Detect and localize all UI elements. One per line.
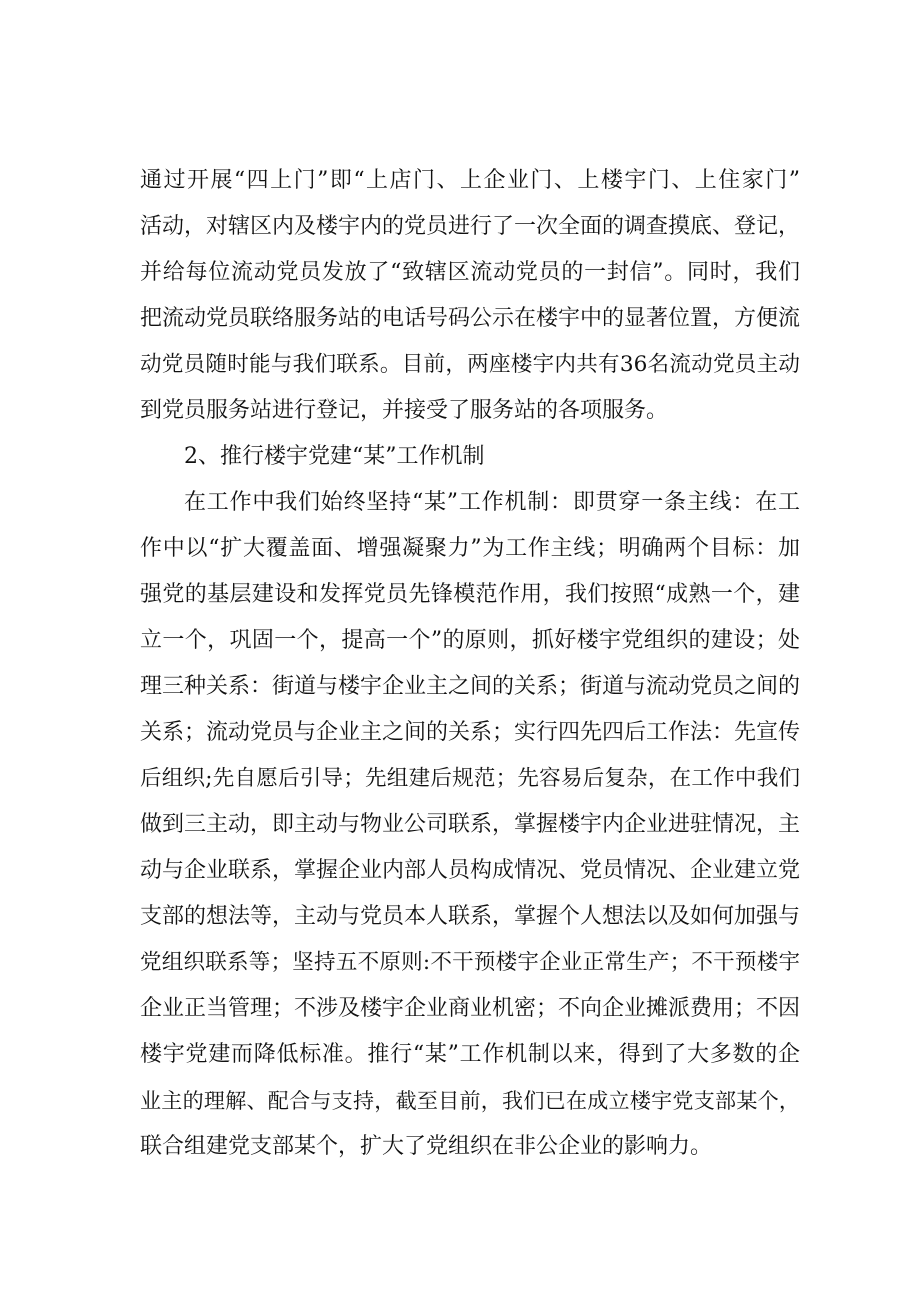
text-line: 强党的基层建设和发挥党员先锋模范作用，我们按照“成熟一个，建 xyxy=(140,582,800,607)
text-line: 理三种关系：街道与楼宇企业主之间的关系；街道与流动党员之间的 xyxy=(140,674,801,699)
text-line: 业主的理解、配合与支持，截至目前，我们已在成立楼宇党支部某个， xyxy=(140,1088,800,1113)
text-line: 立一个，巩固一个，提高一个”的原则，抓好楼宇党组织的建设；处 xyxy=(140,628,800,653)
text-line: 通过开展“四上门”即“上店门、上企业门、上楼宇门、上住家门” xyxy=(140,168,800,193)
paragraph-outreach xyxy=(140,158,800,434)
text-line: 党组织联系等；坚持五不原则:不干预楼宇企业正常生产；不干预楼宇 xyxy=(140,950,800,975)
text-line: 把流动党员联络服务站的电话号码公示在楼宇中的显著位置，方便流 xyxy=(140,306,801,331)
text-line: 活动，对辖区内及楼宇内的党员进行了一次全面的调查摸底、登记， xyxy=(140,214,801,239)
text-line: 并给每位流动党员发放了“致辖区流动党员的一封信”。同时，我们 xyxy=(140,260,800,285)
text-line: 作中以“扩大覆盖面、增强凝聚力”为工作主线；明确两个目标：加 xyxy=(140,536,800,561)
text-line: 动党员随时能与我们联系。目前，两座楼宇内共有36名流动党员主动 xyxy=(140,352,800,377)
text-line: 支部的想法等，主动与党员本人联系，掌握个人想法以及如何加强与 xyxy=(140,904,801,929)
section-heading xyxy=(140,434,800,480)
text-line: 在工作中我们始终坚持“某”工作机制：即贯穿一条主线：在工 xyxy=(184,490,800,515)
document-body xyxy=(140,158,800,1170)
text-line: 动与企业联系，掌握企业内部人员构成情况、党员情况、企业建立党 xyxy=(140,858,801,883)
text-line: 企业正当管理；不涉及楼宇企业商业机密；不向企业摊派费用；不因 xyxy=(140,996,801,1021)
text-line: 后组织;先自愿后引导；先组建后规范；先容易后复杂，在工作中我们 xyxy=(140,766,800,791)
paragraph-mechanism xyxy=(140,480,800,1170)
text-line: 联合组建党支部某个，扩大了党组织在非公企业的影响力。 xyxy=(140,1134,713,1159)
heading-text: 2、推行楼宇党建“某”工作机制 xyxy=(184,444,485,469)
text-line: 楼宇党建而降低标准。推行“某”工作机制以来，得到了大多数的企 xyxy=(140,1042,800,1067)
text-line: 关系；流动党员与企业主之间的关系；实行四先四后工作法：先宣传 xyxy=(140,720,801,745)
text-line: 做到三主动，即主动与物业公司联系，掌握楼宇内企业进驻情况，主 xyxy=(140,812,801,837)
text-line: 到党员服务站进行登记，并接受了服务站的各项服务。 xyxy=(140,398,669,423)
